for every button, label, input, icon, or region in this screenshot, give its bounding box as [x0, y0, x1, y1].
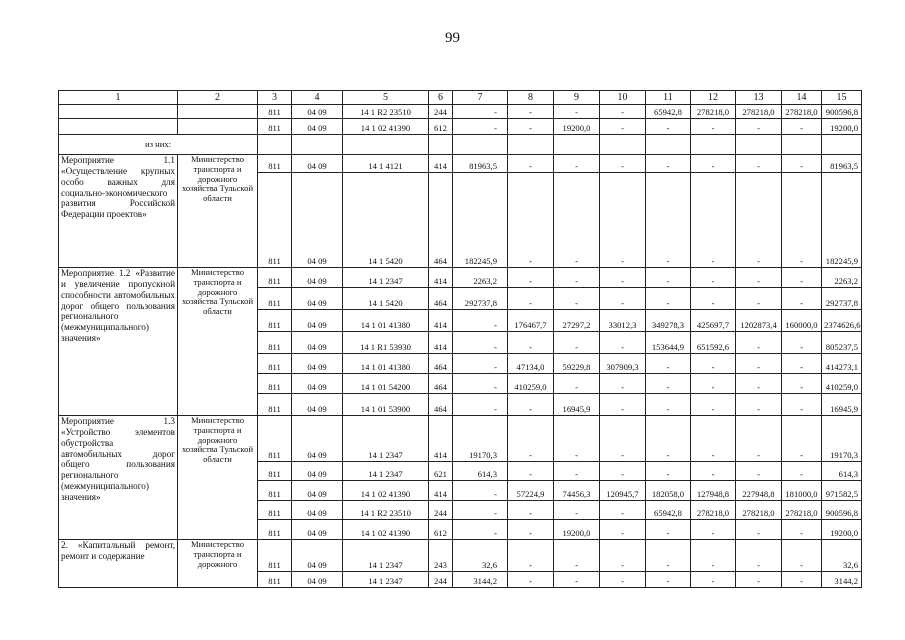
table-cell: -: [691, 288, 736, 310]
table-cell: -: [646, 288, 691, 310]
table-cell: 811: [258, 394, 292, 416]
table-cell: 04 09: [292, 416, 343, 462]
table-cell: -: [736, 394, 782, 416]
table-cell: -: [554, 572, 600, 588]
table-cell: 971582,5: [822, 481, 862, 501]
budget-table: [58, 90, 862, 588]
table-cell: 811: [258, 173, 292, 268]
table-cell: 04 09: [292, 501, 343, 520]
table-cell: 19200,0: [822, 520, 862, 540]
empty-cell: [59, 105, 178, 119]
table-cell: 19200,0: [554, 520, 600, 540]
table-cell: 307909,3: [600, 354, 646, 374]
table-cell: -: [453, 374, 508, 394]
table-cell: -: [600, 572, 646, 588]
table-cell: 14 1 2347: [343, 268, 429, 288]
column-number-header: 7: [453, 91, 508, 105]
table-cell: 65942,8: [646, 105, 691, 119]
table-body: [59, 91, 862, 588]
table-cell: -: [453, 501, 508, 520]
empty-cell: [508, 135, 554, 155]
empty-cell: [736, 135, 782, 155]
table-cell: 14 1 01 54200: [343, 374, 429, 394]
column-number-header: 4: [292, 91, 343, 105]
table-cell: -: [508, 416, 554, 462]
table-cell: 3144,2: [822, 572, 862, 588]
table-cell: -: [646, 416, 691, 462]
table-cell: -: [691, 462, 736, 481]
column-number-header: 11: [646, 91, 691, 105]
table-cell: -: [736, 268, 782, 288]
table-cell: -: [554, 332, 600, 354]
table-cell: 612: [429, 119, 453, 135]
table-cell: 3144,2: [453, 572, 508, 588]
table-cell: 414: [429, 155, 453, 173]
table-cell: 414: [429, 481, 453, 501]
table-cell: 14 1 5420: [343, 288, 429, 310]
table-cell: -: [646, 520, 691, 540]
table-cell: 14 1 5420: [343, 173, 429, 268]
column-number-header: 2: [178, 91, 258, 105]
section-label: из них:: [59, 135, 258, 155]
table-cell: -: [508, 268, 554, 288]
executor-name: Министерство транспорта и дорожного хозяйства Тульской области: [178, 416, 258, 540]
table-cell: -: [646, 572, 691, 588]
column-number-header: 1: [59, 91, 178, 105]
table-cell: -: [453, 119, 508, 135]
table-cell: -: [600, 268, 646, 288]
table-cell: 14 1 01 41380: [343, 354, 429, 374]
table-cell: 621: [429, 462, 453, 481]
table-cell: 14 1 01 41380: [343, 310, 429, 332]
table-cell: 243: [429, 540, 453, 572]
table-cell: -: [508, 288, 554, 310]
table-cell: -: [554, 173, 600, 268]
table-cell: -: [691, 155, 736, 173]
table-cell: 160000,0: [782, 310, 822, 332]
table-cell: 32,6: [822, 540, 862, 572]
table-cell: -: [600, 462, 646, 481]
table-cell: 59229,8: [554, 354, 600, 374]
table-cell: 04 09: [292, 332, 343, 354]
table-cell: 811: [258, 374, 292, 394]
table-cell: 811: [258, 354, 292, 374]
table-cell: 811: [258, 462, 292, 481]
table-cell: 811: [258, 119, 292, 135]
table-cell: 349278,3: [646, 310, 691, 332]
table-cell: -: [554, 105, 600, 119]
empty-cell: [646, 135, 691, 155]
table-cell: -: [782, 572, 822, 588]
table-cell: -: [691, 520, 736, 540]
table-cell: 425697,7: [691, 310, 736, 332]
table-cell: -: [554, 501, 600, 520]
table-cell: -: [691, 540, 736, 572]
table-cell: 464: [429, 288, 453, 310]
table-cell: -: [782, 416, 822, 462]
column-number-header: 3: [258, 91, 292, 105]
table-cell: 811: [258, 572, 292, 588]
table-cell: 176467,7: [508, 310, 554, 332]
table-cell: -: [554, 540, 600, 572]
table-cell: 181000,0: [782, 481, 822, 501]
empty-cell: [292, 135, 343, 155]
table-cell: -: [782, 394, 822, 416]
table-cell: 900596,8: [822, 105, 862, 119]
table-cell: -: [554, 374, 600, 394]
table-cell: -: [736, 374, 782, 394]
table-cell: 04 09: [292, 481, 343, 501]
table-cell: 182245,9: [453, 173, 508, 268]
table-cell: -: [600, 501, 646, 520]
table-cell: 04 09: [292, 572, 343, 588]
table-cell: 414: [429, 332, 453, 354]
table-cell: -: [600, 119, 646, 135]
table-cell: 414: [429, 416, 453, 462]
table-cell: 811: [258, 268, 292, 288]
table-cell: 04 09: [292, 462, 343, 481]
table-cell: -: [691, 374, 736, 394]
table-cell: 81963,5: [822, 155, 862, 173]
table-row: [59, 416, 862, 462]
column-number-header: 14: [782, 91, 822, 105]
column-number-header: 12: [691, 91, 736, 105]
table-cell: -: [736, 155, 782, 173]
table-cell: -: [453, 354, 508, 374]
table-row: [59, 540, 862, 572]
column-number-header: 9: [554, 91, 600, 105]
table-cell: 04 09: [292, 354, 343, 374]
table-cell: -: [508, 572, 554, 588]
table-cell: -: [646, 540, 691, 572]
table-cell: 14 1 02 41390: [343, 119, 429, 135]
table-cell: -: [736, 540, 782, 572]
table-cell: -: [554, 416, 600, 462]
table-cell: -: [691, 268, 736, 288]
table-cell: 04 09: [292, 520, 343, 540]
table-cell: 14 1 R1 53930: [343, 332, 429, 354]
table-cell: 14 1 2347: [343, 416, 429, 462]
table-cell: 127948,8: [691, 481, 736, 501]
column-number-header: 10: [600, 91, 646, 105]
column-number-header: 13: [736, 91, 782, 105]
table-cell: -: [691, 416, 736, 462]
table-cell: 04 09: [292, 105, 343, 119]
table-cell: 410259,0: [822, 374, 862, 394]
measure-title: Мероприятие 1.1 «Осуществление крупных особо важных для социально-экономического развития Российской Федерации проектов»: [59, 155, 178, 268]
table-cell: 292737,8: [453, 288, 508, 310]
column-number-header: 15: [822, 91, 862, 105]
table-cell: 04 09: [292, 374, 343, 394]
table-cell: 14 1 2347: [343, 540, 429, 572]
table-cell: -: [691, 394, 736, 416]
table-cell: -: [691, 354, 736, 374]
table-cell: 04 09: [292, 310, 343, 332]
table-cell: 14 1 02 41390: [343, 520, 429, 540]
table-cell: -: [554, 155, 600, 173]
column-number-header: 8: [508, 91, 554, 105]
empty-cell: [600, 135, 646, 155]
empty-cell: [258, 135, 292, 155]
table-cell: 81963,5: [453, 155, 508, 173]
table-cell: -: [782, 288, 822, 310]
table-cell: -: [782, 173, 822, 268]
table-cell: -: [646, 374, 691, 394]
table-cell: 14 1 02 41390: [343, 481, 429, 501]
executor-name: Министерство транспорта и дорожного хозяйства Тульской области: [178, 155, 258, 268]
table-cell: 614,3: [453, 462, 508, 481]
table-cell: 464: [429, 394, 453, 416]
table-cell: -: [508, 540, 554, 572]
table-cell: 153644,9: [646, 332, 691, 354]
table-cell: -: [691, 572, 736, 588]
table-cell: 47134,0: [508, 354, 554, 374]
table-cell: 65942,8: [646, 501, 691, 520]
empty-cell: [178, 119, 258, 135]
column-number-header: 5: [343, 91, 429, 105]
table-cell: -: [508, 173, 554, 268]
table-cell: 278218,0: [782, 501, 822, 520]
table-cell: 04 09: [292, 268, 343, 288]
table-cell: 14 1 2347: [343, 462, 429, 481]
executor-name: Министерство транспорта и дорожного: [178, 540, 258, 588]
table-cell: 182058,0: [646, 481, 691, 501]
table-cell: 464: [429, 374, 453, 394]
table-cell: 2263,2: [453, 268, 508, 288]
table-cell: 811: [258, 520, 292, 540]
table-cell: -: [646, 354, 691, 374]
table-cell: -: [736, 354, 782, 374]
table-cell: -: [646, 462, 691, 481]
table-cell: -: [508, 119, 554, 135]
empty-cell: [59, 119, 178, 135]
table-cell: -: [736, 572, 782, 588]
table-cell: 32,6: [453, 540, 508, 572]
executor-name: Министерство транспорта и дорожного хозяйства Тульской области: [178, 268, 258, 416]
table-cell: -: [600, 288, 646, 310]
table-cell: 614,3: [822, 462, 862, 481]
empty-cell: [343, 135, 429, 155]
table-cell: -: [453, 105, 508, 119]
table-cell: 14 1 R2 23510: [343, 105, 429, 119]
table-cell: -: [736, 462, 782, 481]
table-cell: -: [600, 105, 646, 119]
table-cell: 04 09: [292, 173, 343, 268]
table-cell: 57224,9: [508, 481, 554, 501]
table-cell: 182245,9: [822, 173, 862, 268]
empty-cell: [691, 135, 736, 155]
table-cell: 414273,1: [822, 354, 862, 374]
table-cell: -: [508, 394, 554, 416]
table-cell: -: [453, 332, 508, 354]
table-row: [59, 155, 862, 173]
table-cell: 292737,8: [822, 288, 862, 310]
table-cell: 278218,0: [691, 105, 736, 119]
table-cell: -: [736, 288, 782, 310]
table-cell: -: [782, 332, 822, 354]
table-cell: -: [508, 155, 554, 173]
table-cell: -: [508, 332, 554, 354]
table-cell: -: [691, 173, 736, 268]
table-cell: 19170,3: [453, 416, 508, 462]
table-cell: -: [600, 416, 646, 462]
table-cell: 27297,2: [554, 310, 600, 332]
empty-cell: [178, 105, 258, 119]
empty-cell: [554, 135, 600, 155]
table-cell: -: [508, 501, 554, 520]
table-cell: -: [508, 105, 554, 119]
table-cell: 811: [258, 155, 292, 173]
table-cell: -: [600, 155, 646, 173]
table-cell: -: [691, 119, 736, 135]
table-cell: -: [646, 155, 691, 173]
table-row: [59, 105, 862, 119]
table-cell: 19200,0: [822, 119, 862, 135]
page-number: 99: [445, 30, 460, 46]
table-cell: -: [453, 520, 508, 540]
table-cell: -: [646, 268, 691, 288]
table-cell: 14 1 4121: [343, 155, 429, 173]
table-cell: -: [782, 155, 822, 173]
table-row: [59, 268, 862, 288]
table-cell: 414: [429, 310, 453, 332]
table-cell: 14 1 01 53900: [343, 394, 429, 416]
table-cell: 278218,0: [736, 501, 782, 520]
table-cell: 811: [258, 288, 292, 310]
table-cell: 811: [258, 501, 292, 520]
table-cell: 805237,5: [822, 332, 862, 354]
table-cell: 811: [258, 105, 292, 119]
table-cell: 414: [429, 268, 453, 288]
table-cell: 900596,8: [822, 501, 862, 520]
table-cell: -: [782, 354, 822, 374]
table-row: [59, 135, 862, 155]
table-cell: -: [554, 288, 600, 310]
table-cell: -: [646, 173, 691, 268]
empty-cell: [453, 135, 508, 155]
table-cell: -: [646, 394, 691, 416]
table-cell: -: [646, 119, 691, 135]
table-row: [59, 91, 862, 105]
table-cell: 612: [429, 520, 453, 540]
table-cell: -: [554, 462, 600, 481]
empty-cell: [782, 135, 822, 155]
table-cell: 04 09: [292, 155, 343, 173]
table-cell: -: [736, 520, 782, 540]
measure-title: 2. «Капитальный ремонт, ремонт и содержание: [59, 540, 178, 588]
table-cell: -: [782, 119, 822, 135]
table-cell: 811: [258, 481, 292, 501]
table-cell: 244: [429, 501, 453, 520]
table-cell: -: [554, 268, 600, 288]
table-cell: 33012,3: [600, 310, 646, 332]
table-cell: 811: [258, 332, 292, 354]
table-cell: -: [782, 520, 822, 540]
table-cell: 04 09: [292, 119, 343, 135]
table-cell: -: [736, 173, 782, 268]
table-cell: -: [782, 462, 822, 481]
table-cell: 2263,2: [822, 268, 862, 288]
table-cell: -: [600, 173, 646, 268]
table-cell: 464: [429, 354, 453, 374]
table-cell: 278218,0: [691, 501, 736, 520]
table-cell: -: [782, 268, 822, 288]
table-row: [59, 119, 862, 135]
table-cell: 16945,9: [822, 394, 862, 416]
table-cell: 19170,3: [822, 416, 862, 462]
table-cell: -: [600, 374, 646, 394]
column-number-header: 6: [429, 91, 453, 105]
table-cell: -: [508, 520, 554, 540]
table-cell: 04 09: [292, 394, 343, 416]
table-cell: 04 09: [292, 540, 343, 572]
table-cell: 2374626,6: [822, 310, 862, 332]
table-cell: -: [600, 332, 646, 354]
table-cell: -: [453, 394, 508, 416]
table-cell: -: [453, 310, 508, 332]
table-cell: 120945,7: [600, 481, 646, 501]
table-cell: 811: [258, 310, 292, 332]
table-cell: 227948,8: [736, 481, 782, 501]
table-cell: -: [736, 416, 782, 462]
table-cell: 244: [429, 572, 453, 588]
table-cell: -: [782, 540, 822, 572]
table-cell: 16945,9: [554, 394, 600, 416]
table-cell: -: [736, 119, 782, 135]
empty-cell: [822, 135, 862, 155]
table-cell: 19200,0: [554, 119, 600, 135]
table-cell: 811: [258, 540, 292, 572]
empty-cell: [429, 135, 453, 155]
measure-title: Мероприятие 1.3 «Устройство элементов обустройства автомобильных дорог общего пользования регионального (межмуниципального) значения»: [59, 416, 178, 540]
table-cell: 244: [429, 105, 453, 119]
table-cell: 1202873,4: [736, 310, 782, 332]
table-cell: -: [600, 540, 646, 572]
table-cell: 04 09: [292, 288, 343, 310]
table-cell: -: [508, 462, 554, 481]
table-cell: 651592,6: [691, 332, 736, 354]
table-cell: -: [736, 332, 782, 354]
table-cell: -: [600, 394, 646, 416]
table-cell: 14 1 2347: [343, 572, 429, 588]
table-cell: 464: [429, 173, 453, 268]
table-cell: 14 1 R2 23510: [343, 501, 429, 520]
table-cell: 74456,3: [554, 481, 600, 501]
measure-title: Мероприятие 1.2 «Развитие и увеличение пропускной способности автомобильных дорог общего пользования регионального (межмуниципального) значения»: [59, 268, 178, 416]
table-cell: -: [600, 520, 646, 540]
table-cell: 410259,0: [508, 374, 554, 394]
table-cell: 811: [258, 416, 292, 462]
table-cell: -: [453, 481, 508, 501]
table-cell: 278218,0: [782, 105, 822, 119]
table-cell: -: [782, 374, 822, 394]
table-cell: 278218,0: [736, 105, 782, 119]
